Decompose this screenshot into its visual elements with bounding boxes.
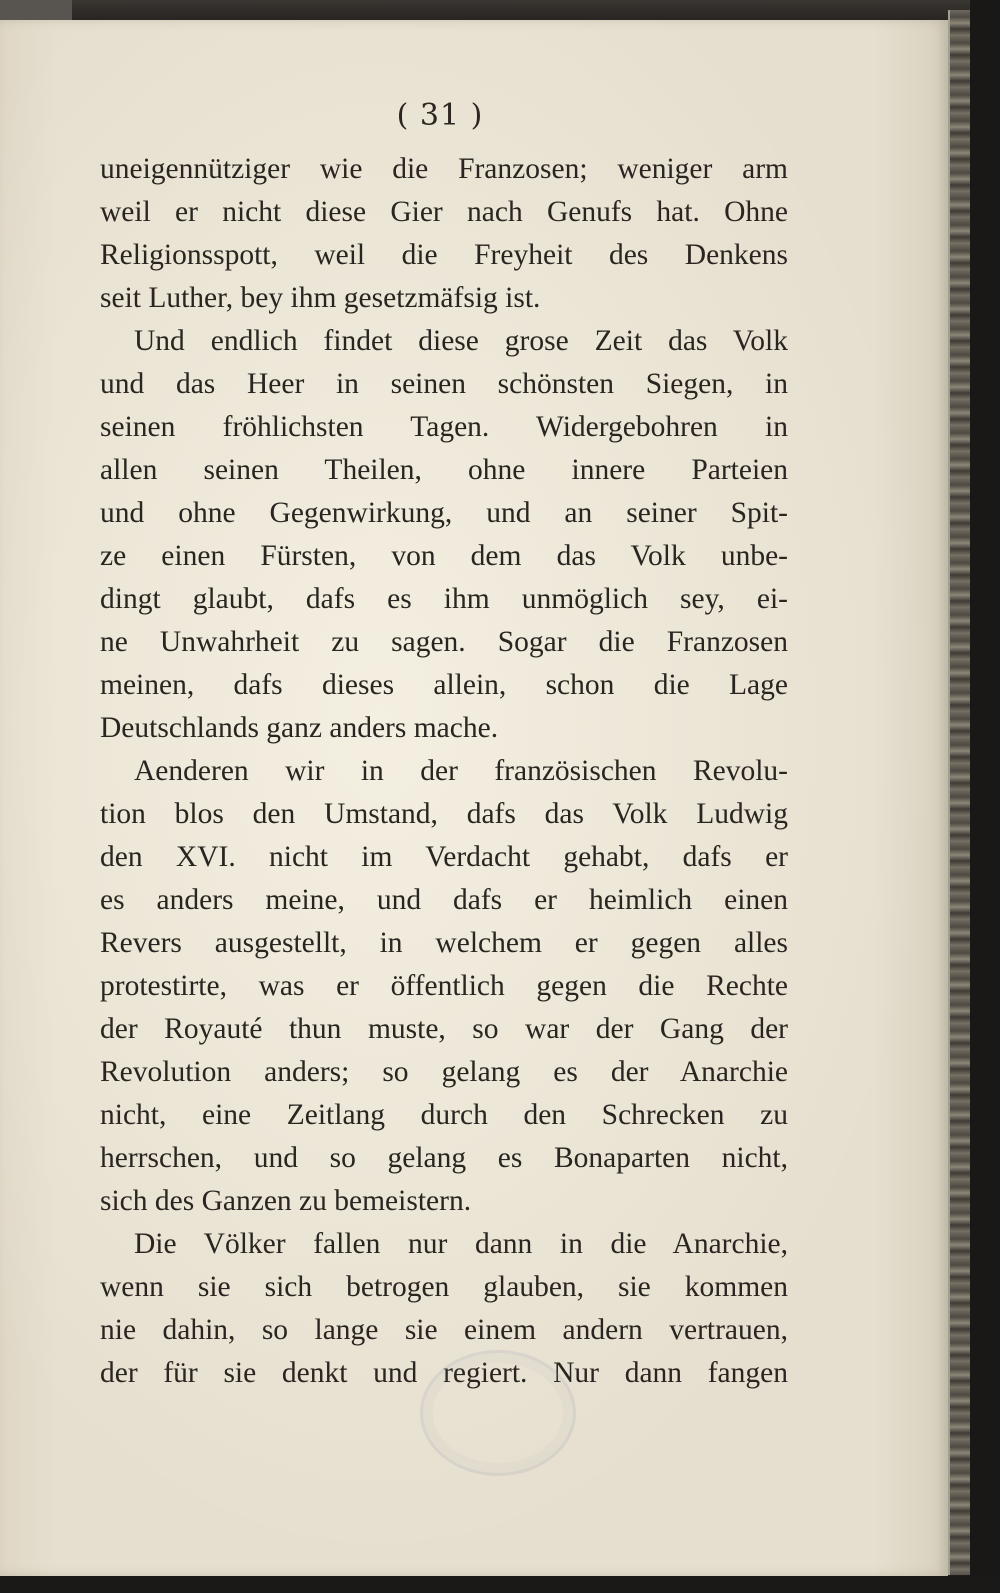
text-line: Und endlich findet diese grose Zeit das Volk xyxy=(134,325,788,357)
text-line: und ohne Gegenwirkung, und an seiner Spit- xyxy=(100,497,788,529)
page-number: ( 31 ) xyxy=(396,98,484,133)
text-line: seinen fröhlichsten Tagen. Widergebohren in xyxy=(100,411,788,443)
text-line: Revers ausgestellt, in welchem er gegen alles xyxy=(100,927,788,959)
text-line: ne Unwahrheit zu sagen. Sogar die Franzosen xyxy=(100,626,788,658)
text-line: wenn sie sich betrogen glauben, sie kommen xyxy=(100,1271,788,1303)
right-background-strip xyxy=(970,0,1000,1593)
text-line: Revolution anders; so gelang es der Anarchie xyxy=(100,1056,788,1088)
text-line: meinen, dafs dieses allein, schon die Lage xyxy=(100,669,788,701)
text-line: es anders meine, und dafs er heimlich einen xyxy=(100,884,788,916)
text-line: Die Völker fallen nur dann in die Anarchie, xyxy=(134,1228,788,1260)
bottom-background-strip xyxy=(0,1576,1000,1593)
text-line: uneigennütziger wie die Franzosen; weniger arm xyxy=(100,153,788,185)
text-line: der Royauté thun muste, so war der Gang der xyxy=(100,1013,788,1045)
text-line: herrschen, und so gelang es Bonaparten nicht, xyxy=(100,1142,788,1174)
text-line: und das Heer in seinen schönsten Siegen, in xyxy=(100,368,788,400)
text-line: weil er nicht diese Gier nach Genufs hat. Ohne xyxy=(100,196,788,228)
body-text xyxy=(100,148,788,1395)
text-line: nie dahin, so lange sie einem andern vertrauen, xyxy=(100,1314,788,1346)
book-page xyxy=(0,20,948,1576)
text-line: tion blos den Umstand, dafs das Volk Ludwig xyxy=(100,798,788,830)
text-line: Aenderen wir in der französischen Revolu- xyxy=(134,755,788,787)
text-line: nicht, eine Zeitlang durch den Schrecken zu xyxy=(100,1099,788,1131)
text-line: den XVI. nicht im Verdacht gehabt, dafs er xyxy=(100,841,788,873)
text-line: Religionsspott, weil die Freyheit des Denkens xyxy=(100,239,788,271)
text-line: dingt glaubt, dafs es ihm unmöglich sey, ei- xyxy=(100,583,788,615)
book-spine-edge xyxy=(948,10,972,1575)
faded-library-stamp xyxy=(420,1350,576,1476)
text-line: protestirte, was er öffentlich gegen die Rechte xyxy=(100,970,788,1002)
top-background-strip xyxy=(0,0,1000,22)
text-line: seit Luther, bey ihm gesetzmäfsig ist. xyxy=(100,282,541,314)
text-line: der für sie denkt und regiert. Nur dann fangen xyxy=(100,1357,788,1389)
text-line: allen seinen Theilen, ohne innere Parteien xyxy=(100,454,788,486)
text-line: Deutschlands ganz anders mache. xyxy=(100,712,499,744)
text-line: sich des Ganzen zu bemeistern. xyxy=(100,1185,472,1217)
text-line: ze einen Fürsten, von dem das Volk unbe- xyxy=(100,540,788,572)
